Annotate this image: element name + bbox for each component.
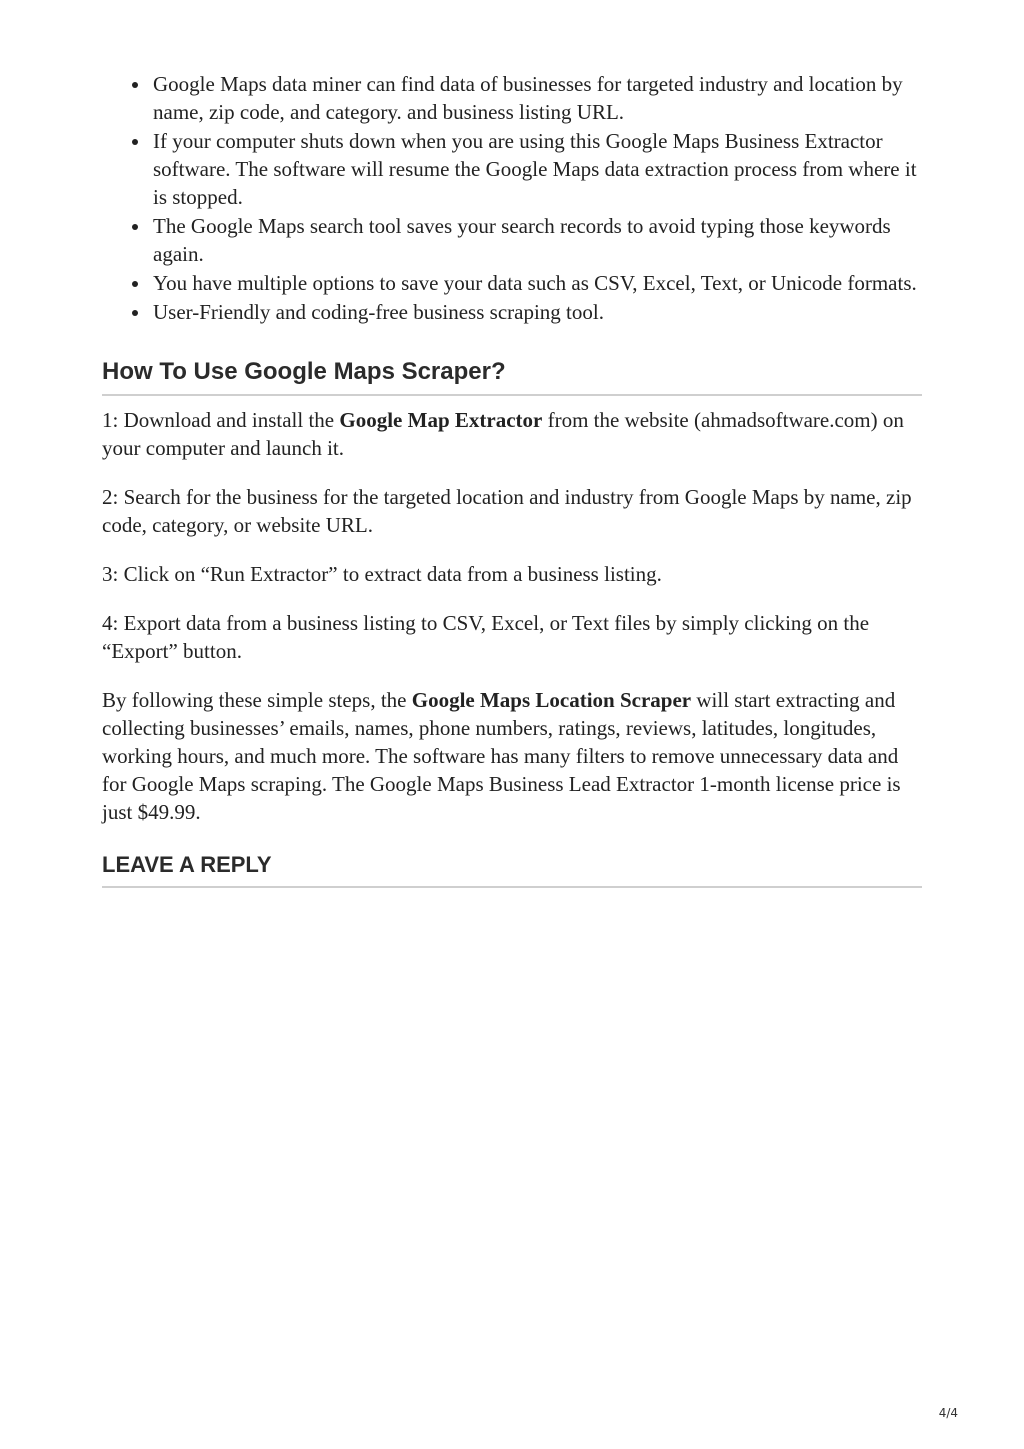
summary-text-before: By following these simple steps, the [102,688,412,712]
list-item [153,298,922,326]
list-item [153,70,922,126]
bullet-icon [132,310,138,316]
list-item [153,127,922,211]
list-item-text: You have multiple options to save your data such as CSV, Excel, Text, or Unicode formats. [153,271,917,295]
google-maps-location-scraper-bold: Google Maps Location Scraper [411,688,692,712]
google-map-extractor-bold: Google Map Extractor [339,408,543,432]
how-to-heading: How To Use Google Maps Scraper? [102,358,922,396]
step-3-paragraph: 3: Click on “Run Extractor” to extract data from a business listing. [102,562,662,586]
bullet-icon [132,139,138,145]
bullet-icon [132,281,138,287]
step-1-text-before: 1: Download and install the [102,408,340,432]
bullet-icon [132,224,138,230]
list-item-text: User-Friendly and coding-free business scraping tool. [153,300,604,324]
list-item-text: If your computer shuts down when you are using this Google Maps Business Extractor software. The software will resume the Google Maps data extraction process from where it is stopped. [153,129,917,209]
page-number: 4/4 [938,1406,958,1420]
article-content [102,70,922,888]
list-item-text: The Google Maps search tool saves your search records to avoid typing those keywords again. [153,214,891,266]
list-item [153,212,922,268]
list-item-text: Google Maps data miner can find data of businesses for targeted industry and location by name, zip code, and category. and business listing URL. [153,72,903,124]
step-1-text-after: from the website (ahmadsoftware.com) on your computer and launch it. [102,408,904,460]
leave-reply-heading: LEAVE A REPLY [102,852,922,888]
list-item [153,269,922,297]
bullet-icon [132,82,138,88]
step-1-paragraph [102,406,922,462]
feature-list [102,70,922,326]
step-2-paragraph: 2: Search for the business for the targeted location and industry from Google Maps by name, zip code, category, or website URL. [102,485,912,537]
summary-text-after: will start extracting and collecting businesses’ emails, names, phone numbers, ratings, reviews, latitudes, longitudes, working hours, and much more. The software has many filters to remove unnecessary data and for Google Maps scraping. The Google Maps Business Lead Extractor 1-month license price is just $49.99. [102,688,901,824]
step-4-paragraph: 4: Export data from a business listing to CSV, Excel, or Text files by simply clicking on the “Export” button. [102,611,870,663]
summary-paragraph [102,686,922,826]
